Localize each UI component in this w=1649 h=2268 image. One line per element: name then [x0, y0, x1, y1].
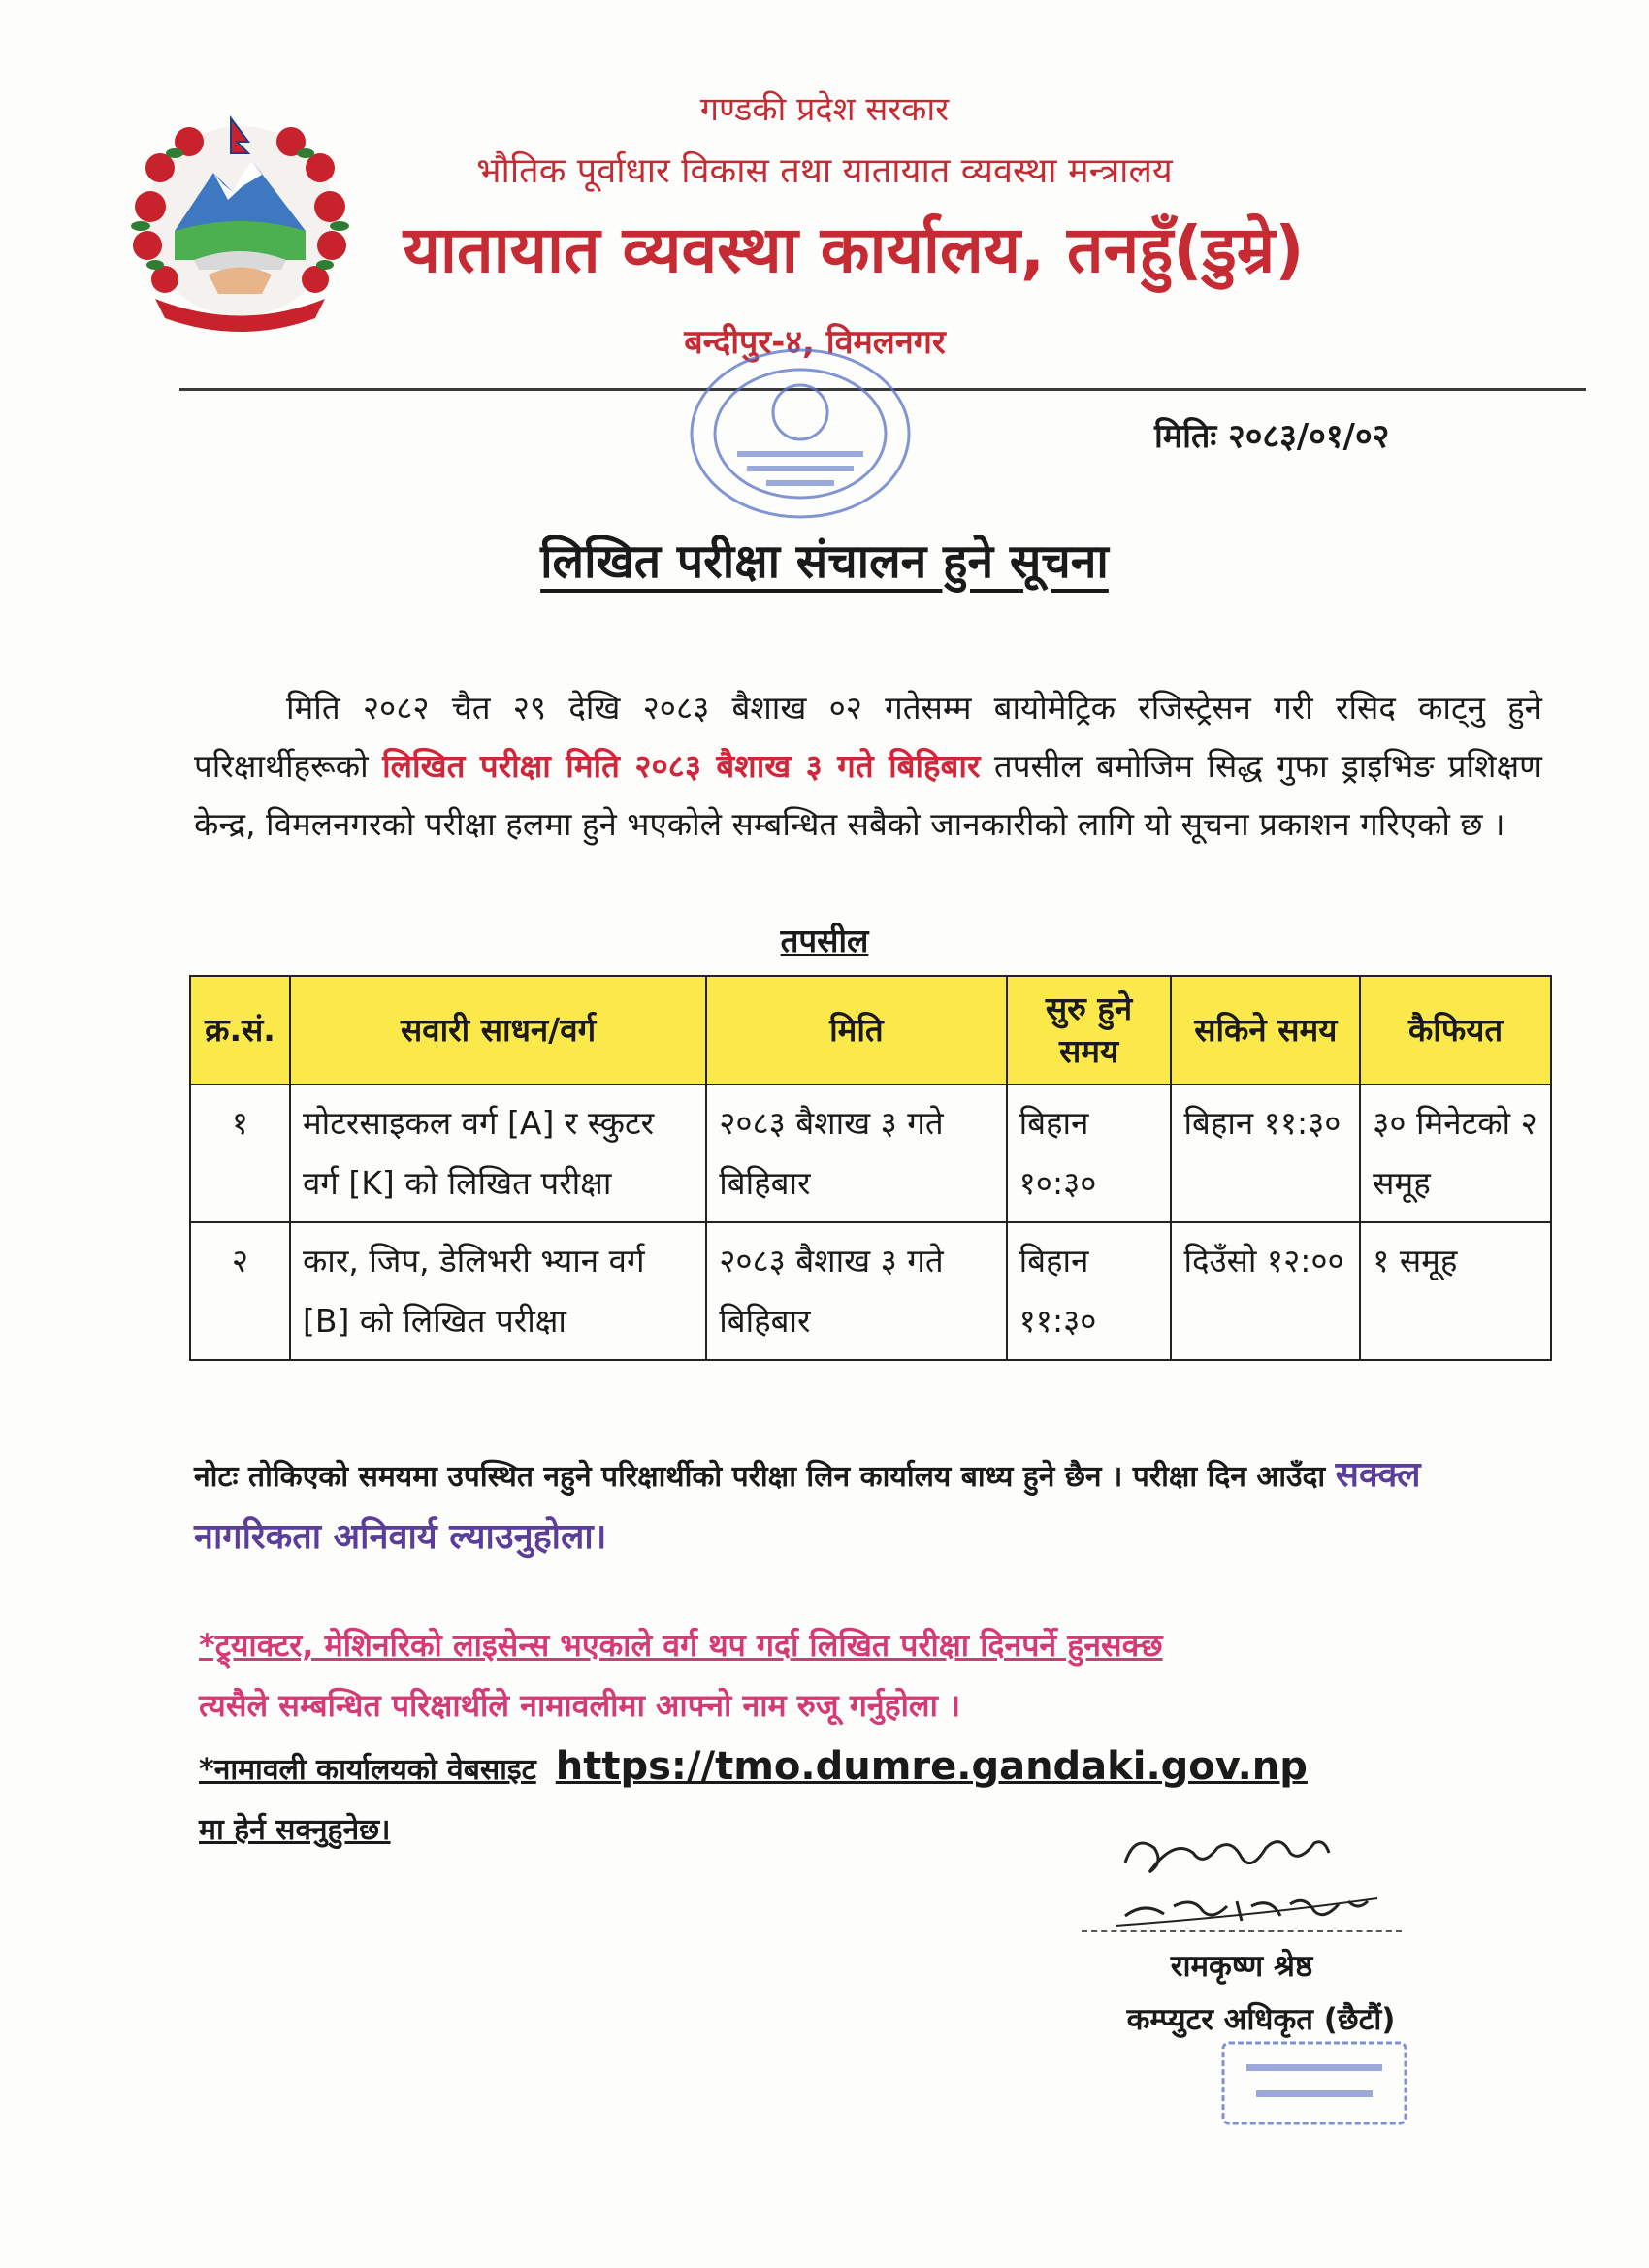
office-stamp-icon: [684, 344, 917, 524]
cell-start-time: बिहान १०:३०: [1007, 1085, 1172, 1222]
cell-serial: २: [190, 1222, 290, 1360]
body-text-part1: मिति २०८२ चैत २९ देखि २०८३ बैशाख ०२ गतेसम्म बायोमेट्रिक रजिस्ट्रेसन गरी रसिद काट्नु हुने परिक्षार्थीहरूको: [194, 689, 1542, 785]
cell-remarks: ३० मिनेटको २ समूह: [1360, 1085, 1551, 1222]
cell-date: २०८३ बैशाख ३ गते बिहिबार: [706, 1085, 1006, 1222]
office-name: यातायात व्यवस्था कार्यालय, तनहुँ(डुम्रे): [403, 212, 1305, 287]
nepal-emblem-icon: [116, 114, 364, 333]
header-vehicle-class: सवारी साधन/वर्ग: [290, 976, 706, 1085]
cell-start-time: बिहान ११:३०: [1007, 1222, 1172, 1360]
header-serial: क्र.सं.: [190, 976, 290, 1085]
header-end-time: सकिने समय: [1171, 976, 1360, 1085]
ministry-name: भौतिक पूर्वाधार विकास तथा यातायात व्यवस्था मन्त्रालय: [476, 151, 1173, 191]
signatory-name: रामकृष्ण श्रेष्ठ: [1170, 1949, 1313, 1984]
office-address: बन्दीपुर-४, विमलनगर: [684, 323, 946, 362]
signatory-title: कम्प्युटर अधिकृत (छैटौं): [1126, 2002, 1396, 2037]
government-name: गण्डकी प्रदेश सरकार: [699, 90, 950, 129]
citizenship-highlight: सक्क्ल नागरिकता अनिवार्य ल्याउनुहोला।: [194, 1455, 1421, 1557]
signature-line: [1082, 1930, 1402, 1932]
table-row: [190, 1222, 1551, 1360]
header-start-time: सुरु हुने समय: [1007, 976, 1172, 1085]
website-link[interactable]: https://tmo.dumre.gandaki.gov.np: [555, 1744, 1308, 1789]
cell-end-time: दिउँसो १२:००: [1171, 1222, 1360, 1360]
cell-vehicle-class: मोटरसाइकल वर्ग [A] र स्कुटर वर्ग [K] को लिखित परीक्षा: [290, 1085, 706, 1222]
cell-vehicle-class: कार, जिप, डेलिभरी भ्यान वर्ग [B] को लिखित परीक्षा: [290, 1222, 706, 1360]
notice-date: मितिः २०८३/०१/०२: [1154, 417, 1390, 456]
note-text: नोटः तोकिएको समयमा उपस्थित नहुने परिक्षार्थीको परीक्षा लिन कार्यालय बाध्य हुने छैन । परीक्षा दिन आउँदा: [194, 1460, 1336, 1494]
cell-end-time: बिहान ११:३०: [1171, 1085, 1360, 1222]
tractor-note-line1: *ट्र्याक्टर, मेशिनरिको लाइसेन्स भएकाले वर्ग थप गर्दा लिखित परीक्षा दिनपर्ने हुनसक्छ: [199, 1627, 1163, 1664]
website-note-line2: मा हेर्न सक्नुहुनेछ।: [199, 1813, 391, 1847]
tractor-note-line2: त्यसैले सम्बन्धित परिक्षार्थीले नामावलीमा आफ्नो नाम रुजू गर्नुहोला ।: [199, 1687, 961, 1724]
handwritten-signature-icon: [1106, 1819, 1387, 1935]
website-label: *नामावली कार्यालयको वेबसाइट: [199, 1753, 536, 1787]
exam-schedule-table: [189, 975, 1552, 1361]
tractor-license-note: [199, 1615, 1557, 1735]
cell-remarks: १ समूह: [1360, 1222, 1551, 1360]
notice-title: लिखित परीक्षा संचालन हुने सूचना: [540, 535, 1109, 589]
body-text-part2: तपसील बमोजिम सिद्ध गुफा ड्राइभिङ प्रशिक्षण केन्द्र, विमलनगरको परीक्षा हलमा हुने भएकोले सम्बन्धित सबैको जानकारीको लागि यो सूचना प्रकाशन गरिएको छ ।: [194, 747, 1542, 843]
cell-serial: १: [190, 1085, 290, 1222]
attendance-note: [194, 1445, 1552, 1570]
cell-date: २०८३ बैशाख ३ गते बिहिबार: [706, 1222, 1006, 1360]
header-remarks: कैफियत: [1360, 976, 1551, 1085]
name-seal-icon: [1217, 2037, 1411, 2129]
exam-date-highlight: लिखित परीक्षा मिति २०८३ बैशाख ३ गते बिहिबार: [382, 747, 981, 785]
table-header-row: [190, 976, 1551, 1085]
header-date: मिति: [706, 976, 1006, 1085]
table-caption: तपसील: [780, 922, 869, 959]
notice-body: [194, 679, 1542, 854]
table-row: [190, 1085, 1551, 1222]
